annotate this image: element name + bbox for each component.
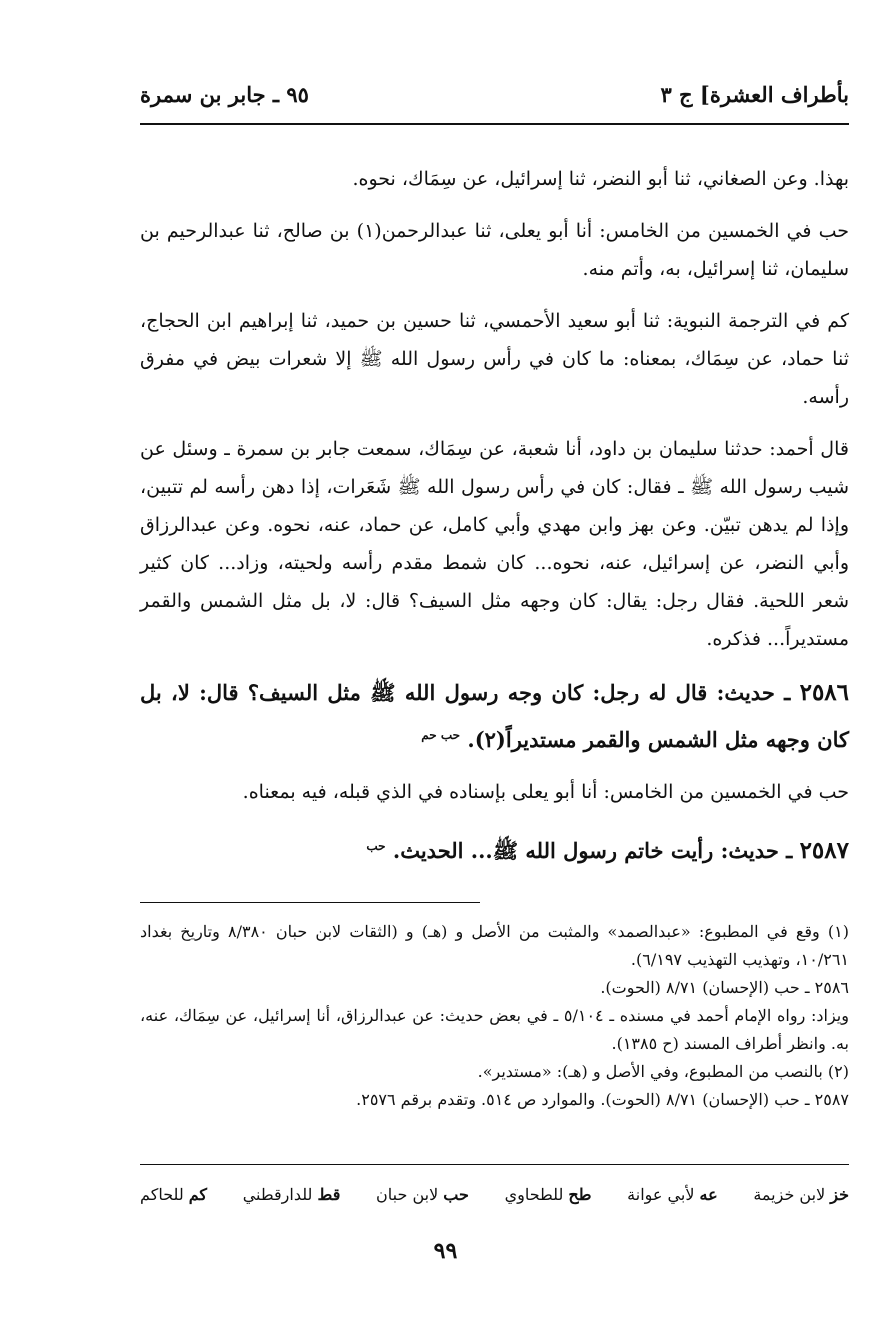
hadith-source-note: حب في الخمسين من الخامس: أنا أبو يعلى بإسناده في الذي قبله، فيه بمعناه. <box>242 781 849 803</box>
siglum-entry <box>753 1185 849 1204</box>
hadith-text: ـ حديث: رأيت خاتم رسول الله ﷺ... الحديث. <box>392 838 793 863</box>
hadith-siglum: حب <box>366 839 386 853</box>
main-text <box>140 160 849 884</box>
footnotes <box>140 918 849 1114</box>
siglum-name: لأبي عوانة <box>627 1185 695 1204</box>
header-section-title: ٩٥ ـ جابر بن سمرة <box>140 82 309 107</box>
hadith-siglum: حب حم <box>421 728 461 742</box>
footnote: ٢٥٨٧ ـ حب (الإحسان) ٨/٧١ (الحوت). والموارد ص ٥١٤. وتقدم برقم ٢٥٧٦. <box>356 1090 849 1109</box>
paragraph: قال أحمد: حدثنا سليمان بن داود، أنا شعبة، عن سِمَاك، سمعت جابر بن سمرة ـ وسئل عن شيب رسول الله ﷺ ـ فقال: كان في رأس رسول الله ﷺ شَعَرات، إذا دهن رأسه لم تتبين، وإذا لم يدهن تبيّن. وعن بهز وابن مهدي وأبي كامل، عن حماد، عنه، نحوه. وعن عبدالرزاق وأبي النضر، عن إسرائيل، عنه، نحوه... كان شمط مقدم رأسه ولحيته، وزاد... كان كثير شعر اللحية. فقال رجل: يقال: كان وجهه مثل السيف؟ قال: لا، بل مثل الشمس والقمر مستديراً... فذكره. <box>140 438 849 650</box>
footnote: (١) وقع في المطبوع: «عبدالصمد» والمثبت من الأصل و (هـ) و (الثقات لابن حبان ٨/٣٨٠ وتاريخ بغداد ١٠/٢٦١، وتهذيب التهذيب ٦/١٩٧). <box>140 922 849 969</box>
header-book-title: بأطراف العشرة] ج ٣ <box>660 82 849 107</box>
hadith-text: ـ حديث: قال له رجل: كان وجه رسول الله ﷺ مثل السيف؟ قال: لا، بل كان وجهه مثل الشمس والقمر مستديراً(٢). <box>140 680 849 752</box>
hadith-number: ٢٥٨٦ <box>799 679 850 706</box>
header-rule <box>140 123 849 125</box>
siglum-name: للدارقطني <box>242 1185 313 1204</box>
siglum-entry <box>376 1185 469 1204</box>
siglum-code: كم <box>188 1185 208 1204</box>
siglum-entry <box>243 1185 341 1204</box>
siglum-name: للطحاوي <box>504 1185 564 1204</box>
running-header <box>140 82 849 116</box>
siglum-name: للحاكم <box>140 1185 184 1204</box>
paragraph: بهذا. وعن الصغاني، ثنا أبو النضر، ثنا إسرائيل، عن سِمَاك، نحوه. <box>352 168 849 190</box>
sigla-key <box>140 1185 849 1204</box>
siglum-entry <box>627 1185 718 1204</box>
page-number: ٩٩ <box>433 1238 458 1264</box>
siglum-code: قط <box>317 1185 341 1204</box>
siglum-entry <box>140 1185 207 1204</box>
footnote: (٢) بالنصب من المطبوع، وفي الأصل و (هـ): «مستدير». <box>477 1062 849 1081</box>
footnote-separator <box>140 902 480 903</box>
paragraph: كم في الترجمة النبوية: ثنا أبو سعيد الأحمسي، ثنا حسين بن حميد، ثنا إبراهيم ابن الحجاج، ثنا حماد، عن سِمَاك، بمعناه: ما كان في رأس رسول الله ﷺ إلا شعرات بيض في مفرق رأسه. <box>140 310 849 408</box>
siglum-code: طح <box>568 1185 592 1204</box>
hadith-number: ٢٥٨٧ <box>799 837 849 864</box>
hadith-entry <box>140 672 849 761</box>
siglum-entry <box>505 1185 592 1204</box>
sigla-separator <box>140 1164 849 1165</box>
hadith-entry <box>140 825 849 872</box>
siglum-name: لابن حبان <box>376 1185 439 1204</box>
siglum-name: لابن خزيمة <box>753 1185 826 1204</box>
siglum-code: عه <box>699 1185 718 1204</box>
footnote: ويزاد: رواه الإمام أحمد في مسنده ـ ٥/١٠٤ ـ في بعض حديث: عن عبدالرزاق، أنا إسرائيل، عن سِمَاك، عنه، به. وانظر أطراف المسند (ح ١٣٨٥). <box>140 1006 849 1053</box>
footnote: ٢٥٨٦ ـ حب (الإحسان) ٨/٧١ (الحوت). <box>600 978 849 997</box>
paragraph: حب في الخمسين من الخامس: أنا أبو يعلى، ثنا عبدالرحمن(١) بن صالح، ثنا عبدالرحيم بن سليمان، ثنا إسرائيل، به، وأتم منه. <box>140 220 849 280</box>
siglum-code: خز <box>830 1185 849 1204</box>
siglum-code: حب <box>443 1185 469 1204</box>
